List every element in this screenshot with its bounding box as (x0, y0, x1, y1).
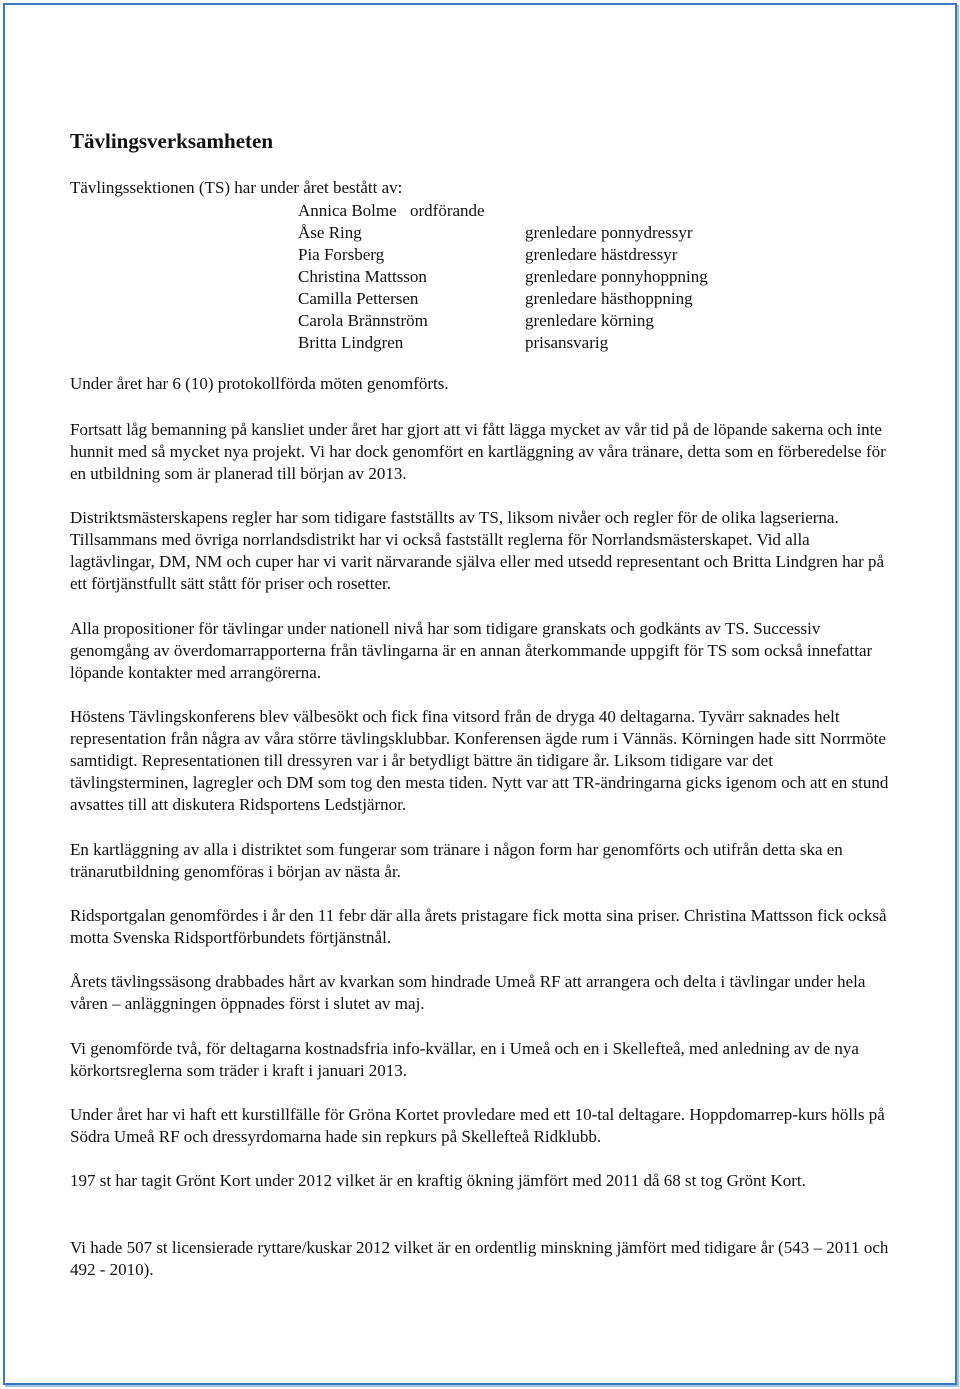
page-title: Tävlingsverksamheten (70, 129, 274, 153)
paragraph-licenses: Vi hade 507 st licensierade ryttare/kuskar 2012 vilket är en ordentlig minskning jämfört med tidigare år (543 – 2011 och 492 - 2010). (70, 1238, 889, 1279)
member-role: grenledare hästhoppning (525, 289, 693, 308)
member-row (70, 244, 900, 266)
member-row (70, 222, 900, 244)
member-row (70, 310, 900, 332)
member-role: grenledare körning (525, 311, 654, 330)
meetings-statement: Under året har 6 (10) protokollförda möten genomförts. (70, 374, 449, 393)
section-intro: Tävlingssektionen (TS) har under året bestått av: (70, 178, 403, 197)
member-name: Britta Lindgren (298, 333, 404, 352)
member-name: Pia Forsberg (298, 245, 385, 264)
member-name: Christina Mattsson (298, 267, 427, 286)
member-row (70, 288, 900, 310)
paragraph-season: Årets tävlingssäsong drabbades hårt av kvarkan som hindrade Umeå RF att arrangera och delta i tävlingar under hela våren – anläggningen öppnades först i slutet av maj. (70, 972, 866, 1013)
members-list (70, 200, 900, 354)
member-row (70, 266, 900, 288)
member-role: ordförande (410, 201, 485, 220)
member-role: grenledare ponnyhoppning (525, 267, 708, 286)
paragraph-conference: Höstens Tävlingskonferens blev välbesökt och fick fina vitsord från de dryga 40 deltagarna. Tyvärr saknades helt representation från några av våra större tävlingsklubbar. Konferensen ägde rum i Vännäs. Körningen hade sitt Norrmöte samtidigt. Representationen till dressyren var i år betydligt bättre än tidigare år. Liksom tidigare var det tävlingsterminen, lagregler och DM som tog den mesta tiden. Nytt var att TR-ändringarna gicks igenom och att en stund avsattes till att diskutera Ridsportens Ledstjärnor. (70, 707, 889, 814)
paragraph-propositions: Alla propositioner för tävlingar under nationell nivå har som tidigare granskats och godkänts av TS. Successiv genomgång av överdomarrapporterna från tävlingarna är en annan återkommande uppgift för TS som också innefattar löpande kontakter med arrangörerna. (70, 619, 873, 682)
member-role: grenledare hästdressyr (525, 245, 678, 264)
paragraph-green-card: 197 st har tagit Grönt Kort under 2012 vilket är en kraftig ökning jämfört med 2011 då 68 st tog Grönt Kort. (70, 1171, 806, 1190)
member-name: Åse Ring (298, 223, 362, 242)
member-name: Carola Brännström (298, 311, 428, 330)
paragraph-gala: Ridsportgalan genomfördes i år den 11 febr där alla årets pristagare fick motta sina priser. Christina Mattsson fick också motta Svenska Ridsportförbundets förtjänstnål. (70, 906, 887, 947)
paragraph-district-championships: Distriktsmästerskapens regler har som tidigare fastställts av TS, liksom nivåer och regler för de olika lagserierna. Tillsammans med övriga norrlandsdistrikt har vi också fastställt reglerna för Norrlandsmästerskapet. Vid alla lagtävlingar, DM, NM och cuper har vi varit närvarande själva eller med utsedd representant och Britta Lindgren har på ett förtjänstfullt sätt stått för priser och rosetter. (70, 508, 885, 593)
member-role: grenledare ponnydressyr (525, 223, 693, 242)
member-row (70, 332, 900, 354)
member-row (70, 200, 900, 222)
member-name: Camilla Pettersen (298, 289, 419, 308)
paragraph-courses: Under året har vi haft ett kurstillfälle för Gröna Kortet provledare med ett 10-tal deltagare. Hoppdomarrep-kurs hölls på Södra Umeå RF och dressyrdomarna hade sin repkurs på Skellefteå Ridklubb. (70, 1105, 885, 1146)
member-role: prisansvarig (525, 333, 609, 352)
paragraph-staffing: Fortsatt låg bemanning på kansliet under året har gjort att vi fått lägga mycket av vår tid på de löpande sakerna och inte hunnit med så mycket nya projekt. Vi har dock genomfört en kartläggning av våra tränare, detta som en förberedelse för en utbildning som är planerad till början av 2013. (70, 420, 886, 483)
member-name: Annica Bolme (298, 201, 397, 220)
paragraph-trainer-mapping: En kartläggning av alla i distriktet som fungerar som tränare i någon form har genomförts och utifrån detta ska en tränarutbildning genomföras i början av nästa år. (70, 840, 843, 881)
paragraph-info-evenings: Vi genomförde två, för deltagarna kostnadsfria info-kvällar, en i Umeå och en i Skellefteå, med anledning av de nya körkortsreglerna som träder i kraft i januari 2013. (70, 1039, 859, 1080)
